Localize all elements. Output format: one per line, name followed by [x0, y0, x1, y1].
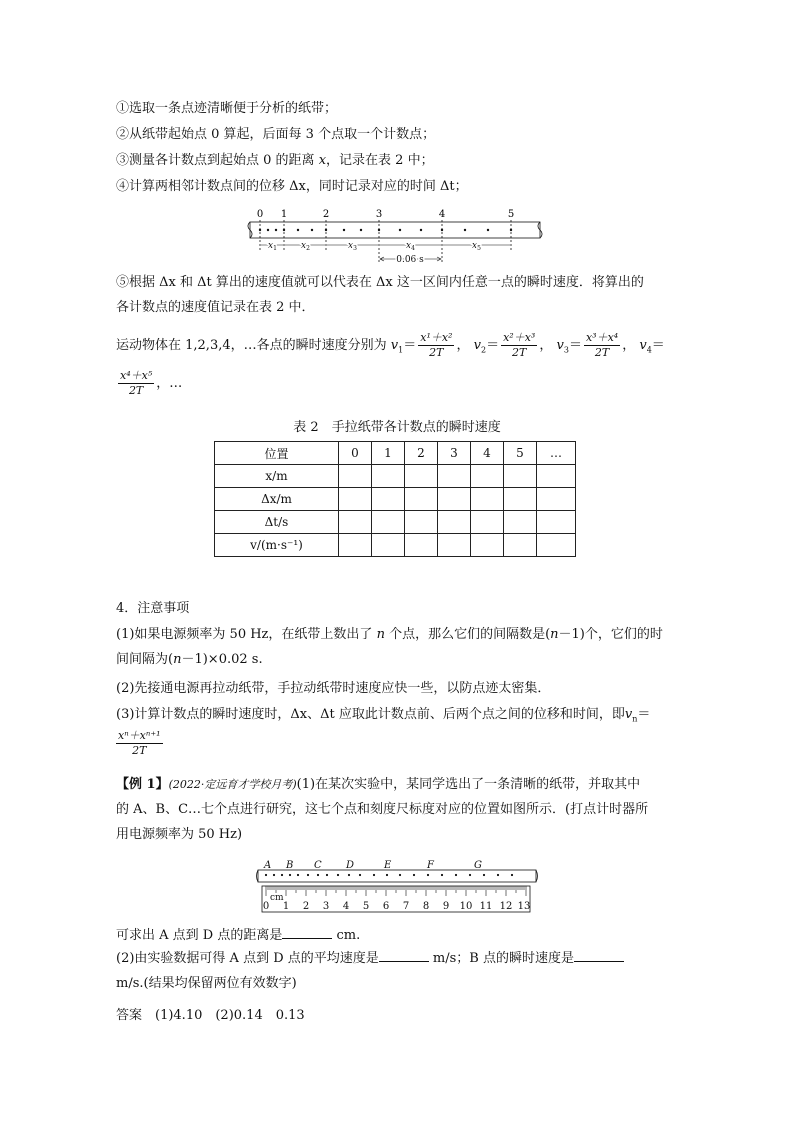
ruler-num-9: 9 [442, 901, 450, 912]
row-label: x/m [215, 465, 339, 488]
note-2: (2)先接通电源再拉动纸带，手拉动纸带时速度应快一些，以防点迹太密集． [116, 681, 551, 696]
step-3-tail: ，记录在表 2 中； [326, 153, 434, 168]
tape-figure [246, 204, 546, 266]
velocity-formula [116, 328, 665, 369]
v2-fraction: $\frac{\text{x²＋x³}}{2T}$ [503, 331, 536, 359]
ruler-num-5: 5 [362, 901, 370, 912]
example-line-3: 用电源频率为 50 Hz) [116, 827, 243, 842]
answer-blank-3[interactable] [574, 949, 624, 962]
v2-eq: ＝ [486, 338, 500, 353]
v1-fraction: $\frac{\text{x¹＋x²}}{2T}$ [420, 331, 453, 359]
v3-sub: 3 [563, 345, 569, 355]
sep-2: ， [539, 338, 553, 353]
v1-symbol: v [390, 338, 399, 353]
question-1: 可求出 A 点到 D 点的距离是 cm. [116, 928, 361, 943]
sep-1: ， [456, 338, 470, 353]
tape-point-4: 4 [438, 209, 446, 220]
v3-symbol: v [556, 338, 564, 353]
table-row [215, 511, 576, 534]
question-2: (2)由实验数据可得 A 点到 D 点的平均速度是 m/s；B 点的瞬时速度是 m/s.(结果均保留两位有效数字) [116, 946, 678, 996]
step-5-line-2: 各计数点的速度值记录在表 2 中． [116, 300, 315, 315]
step-5 [116, 270, 678, 320]
step-3 [116, 152, 434, 170]
table-header-cell: 3 [438, 442, 471, 465]
answer-line: 答案 (1)4.10 (2)0.14 0.13 [116, 1008, 305, 1023]
ruler-num-8: 8 [422, 901, 430, 912]
v4-fraction: $\frac{\text{x⁴＋x⁵}}{2T}$ [120, 369, 153, 397]
ruler-num-13: 13 [517, 901, 531, 912]
tape-point-2: 2 [322, 209, 330, 220]
example-line-2: 的 A、B、C…七个点进行研究，这七个点和刻度尺标度对应的位置如图所示．(打点计时器所 [116, 802, 649, 817]
step-5-line-1: ⑤根据 Δx 和 Δt 算出的速度值就可以代表在 Δx 这一区间内任意一点的瞬时速度．将算出的 [116, 275, 644, 290]
table-header-cell: 5 [504, 442, 537, 465]
velocity-intro: 运动物体在 1,2,3,4，…各点的瞬时速度分别为 [116, 338, 387, 353]
point-letter-d: D [346, 860, 355, 871]
row-label: v/(m·s⁻¹) [215, 534, 339, 557]
point-letter-a: A [264, 860, 272, 871]
v1-sub: 1 [398, 345, 404, 355]
point-letter-c: C [314, 860, 322, 871]
tape-seg-4: $x_4$ [406, 241, 415, 252]
row-label: Δt/s [215, 511, 339, 534]
example-line-1: (1)在某次实验中，某同学选出了一条清晰的纸带，并取其中 [296, 777, 641, 792]
v4-symbol: v [639, 338, 647, 353]
answer-blank-2[interactable] [379, 949, 429, 962]
tape-point-3: 3 [375, 209, 383, 220]
table-row [215, 465, 576, 488]
ruler-num-10: 10 [459, 901, 473, 912]
v4-sub: 4 [646, 345, 652, 355]
ruler-figure [256, 856, 546, 914]
velocity-end: ，… [156, 376, 183, 391]
ruler-num-6: 6 [382, 901, 390, 912]
table-header-cell: 1 [372, 442, 405, 465]
v3-fraction: $\frac{\text{x³＋x⁴}}{2T}$ [585, 331, 619, 359]
point-letter-g: G [474, 860, 482, 871]
tape-seg-2: $x_2$ [301, 241, 310, 252]
tape-seg-3: $x_3$ [348, 241, 357, 252]
table-header-cell: 位置 [215, 442, 339, 465]
table-header-cell: 2 [405, 442, 438, 465]
velocity-table [214, 441, 576, 557]
tape-point-labels [257, 209, 514, 220]
table-row [215, 488, 576, 511]
step-3-text: ③测量各计数点到起始点 0 的距离 [116, 153, 315, 168]
tape-point-5: 5 [507, 209, 515, 220]
table-row [215, 534, 576, 557]
step-4-mid: ，同时记录对应的时间 [305, 179, 436, 194]
example-source: (2022·定远育才学校月考) [168, 778, 297, 791]
table-caption: 表 2 手拉纸带各计数点的瞬时速度 [293, 420, 501, 435]
step-1: ①选取一条点迹清晰便于分析的纸带； [116, 101, 338, 116]
row-label: Δx/m [215, 488, 339, 511]
example-1 [116, 772, 678, 847]
point-letter-f: F [427, 860, 434, 871]
step-2: ②从纸带起始点 0 算起，后面每 3 个点取一个计数点； [116, 127, 436, 142]
tape-point-0: 0 [256, 209, 264, 220]
tape-interval-label: 0.06 s [396, 255, 424, 265]
ruler-num-12: 12 [499, 901, 513, 912]
point-letter-e: E [384, 860, 392, 871]
ruler-num-1: 1 [282, 901, 290, 912]
step-3-var: x [318, 153, 327, 168]
tape-seg-5: $x_5$ [472, 241, 481, 252]
ruler-num-0: 0 [262, 901, 270, 912]
point-letter-b: B [286, 860, 294, 871]
answer-blank-1[interactable] [282, 926, 332, 939]
note-1: (1)如果电源频率为 50 Hz，在纸带上数出了 n 个点，那么它们的间隔数是(n－1)个，它们的时 间间隔为(n－1)×0.02 s. [116, 627, 663, 667]
notes-title: 4．注意事项 [116, 601, 190, 616]
velocity-formula-cont [116, 366, 182, 402]
v1-eq: ＝ [403, 338, 417, 353]
ruler-num-2: 2 [302, 901, 310, 912]
tape-seg-1: $x_1$ [268, 241, 277, 252]
note-3-fraction-line [116, 726, 165, 762]
v4-eq: ＝ [651, 338, 665, 353]
v2-symbol: v [473, 338, 481, 353]
table-header-row [215, 442, 576, 465]
ruler-unit: cm [270, 893, 284, 903]
example-tag: 【例 1】 [116, 777, 169, 792]
v3-eq: ＝ [568, 338, 582, 353]
step-4-dx: Δx [289, 179, 306, 194]
sep-3: ， [622, 338, 636, 353]
ruler-num-7: 7 [402, 901, 410, 912]
table-header-cell: 0 [339, 442, 372, 465]
v2-sub: 2 [480, 345, 487, 355]
step-4-tail: ； [454, 179, 468, 194]
table-header-cell: 4 [471, 442, 504, 465]
ruler-num-11: 11 [479, 901, 493, 912]
ruler-num-4: 4 [342, 901, 350, 912]
table-header-cell: … [537, 442, 576, 465]
note-3-fraction: $\frac{\text{xⁿ＋xⁿ⁺¹}}{2T}$ [118, 729, 161, 757]
ruler-num-3: 3 [322, 901, 330, 912]
note-3: (3)计算计数点的瞬时速度时，Δx、Δt 应取此计数点前、后两个点之间的位移和时间，即$v_n=$ [116, 707, 651, 724]
step-4 [116, 178, 468, 196]
step-4-text: ④计算两相邻计数点间的位移 [116, 179, 286, 194]
tape-point-1: 1 [280, 209, 288, 220]
step-4-dt: Δt [440, 179, 455, 194]
